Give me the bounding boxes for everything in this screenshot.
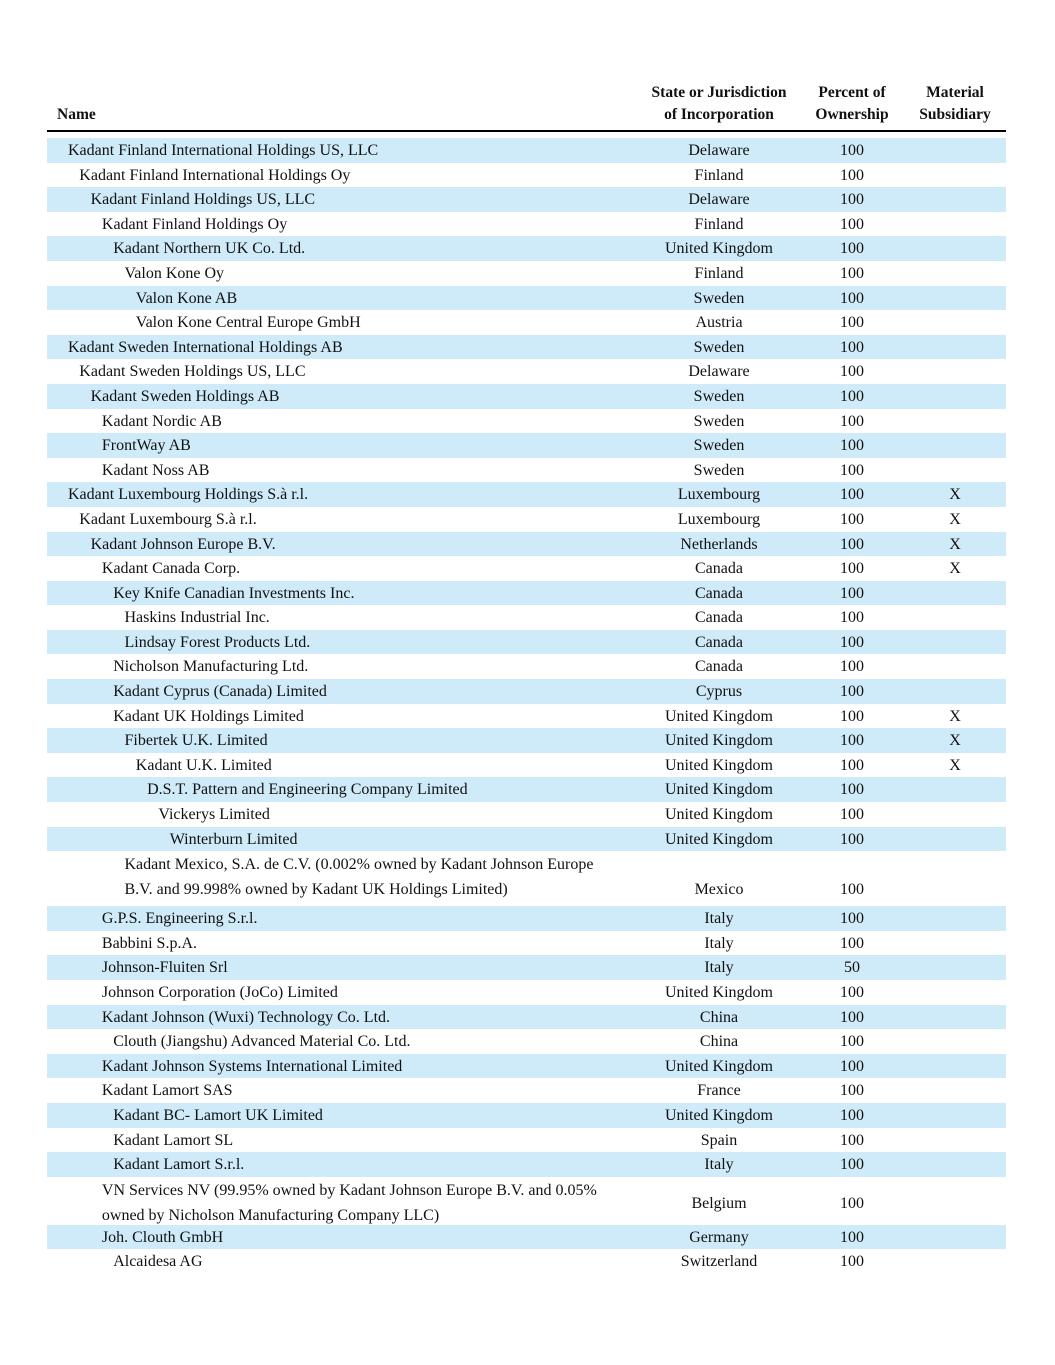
table-row [47,630,1006,655]
jurisdiction: United Kingdom [665,1106,773,1124]
jurisdiction: United Kingdom [665,984,773,1001]
table-row [47,433,1006,458]
jurisdiction: Delaware [688,191,750,209]
table-row [47,1029,1006,1054]
jurisdiction: Delaware [688,142,750,159]
ownership-percent: 100 [840,363,864,381]
table-row [47,1225,1006,1250]
entity-name: Kadant Sweden Holdings US, LLC [79,363,306,381]
entity-name: Winterburn Limited [169,830,298,848]
material-subsidiary-mark: X [949,732,961,750]
jurisdiction: Italy [704,1156,734,1174]
table-row [47,605,1006,630]
ownership-percent: 100 [840,289,864,307]
entity-name: Kadant Nordic AB [101,412,222,430]
table-row [47,728,1006,753]
material-subsidiary-mark [904,931,1006,956]
material-subsidiary-mark: X [949,510,961,528]
ownership-percent: 100 [840,560,864,578]
table-row [47,1078,1006,1103]
table-row [47,931,1006,956]
material-subsidiary-mark [904,777,1006,802]
table-row [47,1103,1006,1128]
ownership-percent: 100 [840,510,864,528]
material-subsidiary-mark [904,236,1006,261]
table-row [47,906,1006,931]
ownership-percent: 100 [840,1057,864,1075]
material-subsidiary-mark [904,654,1006,679]
material-subsidiary-mark [904,906,1006,931]
table-row [47,507,1006,532]
entity-name: Kadant Mexico, S.A. de C.V. (0.002% owned by Kadant Johnson Europe B.V. and 99.998% owned by Kadant UK Holdings Limited) [124,856,594,898]
jurisdiction: Luxembourg [677,486,761,504]
material-subsidiary-mark [904,1191,1006,1216]
entity-name: Key Knife Canadian Investments Inc. [113,584,355,602]
material-subsidiary-mark [904,605,1006,630]
jurisdiction: United Kingdom [665,781,773,799]
table-row [47,777,1006,802]
jurisdiction: Italy [704,934,734,952]
jurisdiction: United Kingdom [665,732,773,750]
jurisdiction: Belgium [691,1194,747,1212]
entity-name: Fibertek U.K. Limited [124,732,268,750]
entity-name: Kadant Sweden International Holdings AB [68,338,343,356]
ownership-percent: 100 [840,240,864,258]
material-subsidiary-mark [904,409,1006,434]
jurisdiction: Mexico [694,881,744,899]
table-row [47,187,1006,212]
entity-name: Kadant Canada Corp. [101,560,241,578]
jurisdiction: Finland [694,215,744,233]
material-subsidiary-mark [904,630,1006,655]
jurisdiction: Austria [695,314,743,332]
table-row [47,955,1006,980]
header-state: State or Jurisdiction of Incorporation [651,84,787,123]
table-row [47,163,1006,188]
ownership-percent: 100 [840,486,864,504]
jurisdiction: Germany [689,1228,749,1246]
jurisdiction: Sweden [693,289,745,307]
ownership-percent: 100 [840,264,864,282]
material-subsidiary-mark [904,877,1006,902]
ownership-percent: 100 [840,984,864,1001]
table-row [47,654,1006,679]
table-row [47,1005,1006,1030]
ownership-percent: 100 [840,881,864,899]
table-row [47,532,1006,557]
ownership-percent: 100 [840,707,864,725]
entity-name: Joh. Clouth GmbH [101,1228,224,1246]
jurisdiction: Finland [694,166,744,184]
entity-name: Kadant Luxembourg S.à r.l. [79,510,257,528]
jurisdiction: United Kingdom [665,1057,773,1075]
material-subsidiary-mark [904,955,1006,980]
jurisdiction: United Kingdom [665,806,773,824]
material-subsidiary-mark [904,384,1006,409]
table-row [47,138,1006,163]
table-row [47,212,1006,237]
entity-name: Nicholson Manufacturing Ltd. [113,658,309,676]
table-row [47,1177,1006,1225]
table-row [47,335,1006,360]
ownership-percent: 100 [840,584,864,602]
jurisdiction: Canada [695,658,743,676]
table-row [47,802,1006,827]
header-material: Material Subsidiary [919,84,991,123]
ownership-percent: 100 [840,387,864,405]
jurisdiction: Canada [695,609,743,627]
table-row [47,581,1006,606]
ownership-percent: 100 [840,609,864,627]
entity-name: Vickerys Limited [158,806,270,824]
table-row [47,236,1006,261]
table-row [47,286,1006,311]
ownership-percent: 100 [840,166,864,184]
ownership-percent: 100 [840,658,864,676]
table-row [47,458,1006,483]
ownership-percent: 100 [840,1008,864,1026]
material-subsidiary-mark [904,458,1006,483]
ownership-percent: 100 [840,1131,864,1149]
material-subsidiary-mark [904,359,1006,384]
material-subsidiary-mark [904,1225,1006,1250]
material-subsidiary-mark [904,679,1006,704]
jurisdiction: Spain [700,1131,738,1149]
material-subsidiary-mark [904,1054,1006,1079]
material-subsidiary-mark: X [949,560,961,578]
jurisdiction: Switzerland [680,1253,758,1271]
entity-name: Kadant Finland International Holdings Oy [79,166,351,184]
material-subsidiary-mark [904,980,1006,1005]
ownership-percent: 100 [840,142,864,159]
material-subsidiary-mark [904,581,1006,606]
entity-name: Kadant Johnson Europe B.V. [90,535,276,553]
ownership-percent: 100 [840,1156,864,1174]
subsidiaries-table [47,75,1006,1274]
entity-name: Johnson-Fluiten Srl [101,959,228,977]
entity-name: G.P.S. Engineering S.r.l. [101,910,258,928]
table-row [47,1249,1006,1274]
table-row [47,556,1006,581]
material-subsidiary-mark [904,827,1006,852]
jurisdiction: China [699,1008,739,1026]
entity-name: D.S.T. Pattern and Engineering Company Limited [147,781,468,799]
entity-name: Lindsay Forest Products Ltd. [124,633,311,651]
table-row [47,1152,1006,1177]
jurisdiction: United Kingdom [665,830,773,848]
entity-name: Kadant UK Holdings Limited [113,707,304,725]
jurisdiction: China [699,1033,739,1051]
ownership-percent: 100 [840,732,864,750]
table-row [47,1054,1006,1079]
ownership-percent: 100 [840,1253,864,1271]
entity-name: Valon Kone AB [135,289,238,307]
jurisdiction: Luxembourg [677,510,761,528]
ownership-percent: 100 [840,1194,864,1212]
jurisdiction: United Kingdom [665,707,773,725]
table-row [47,359,1006,384]
material-subsidiary-mark [904,1249,1006,1274]
material-subsidiary-mark [904,1078,1006,1103]
material-subsidiary-mark [904,1005,1006,1030]
material-subsidiary-mark [904,802,1006,827]
table-row [47,679,1006,704]
ownership-percent: 100 [840,934,864,952]
ownership-percent: 100 [840,412,864,430]
entity-name: Haskins Industrial Inc. [124,609,270,627]
entity-name: Kadant Johnson Systems International Limited [101,1057,403,1075]
entity-name: Kadant Sweden Holdings AB [90,387,280,405]
ownership-percent: 100 [840,830,864,848]
jurisdiction: Sweden [693,412,745,430]
jurisdiction: Canada [695,560,743,578]
jurisdiction: Cyprus [695,683,743,701]
header-percent: Percent of Ownership [815,84,889,123]
table-row [47,384,1006,409]
entity-name: Kadant Lamort S.r.l. [113,1156,245,1174]
table-row [47,827,1006,852]
entity-name: Alcaidesa AG [113,1253,203,1271]
material-subsidiary-mark [904,310,1006,335]
table-header [47,75,1006,132]
entity-name: Kadant Johnson (Wuxi) Technology Co. Ltd. [101,1008,391,1026]
ownership-percent: 100 [840,683,864,701]
ownership-percent: 50 [844,959,860,977]
jurisdiction: Delaware [688,363,750,381]
jurisdiction: Sweden [693,387,745,405]
ownership-percent: 100 [840,437,864,455]
ownership-percent: 100 [840,461,864,479]
ownership-percent: 100 [840,1228,864,1246]
jurisdiction: France [697,1082,741,1100]
entity-name: Kadant Lamort SAS [101,1082,233,1100]
material-subsidiary-mark [904,1152,1006,1177]
table-row [47,1128,1006,1153]
jurisdiction: Canada [695,633,743,651]
material-subsidiary-mark: X [949,756,961,774]
entity-name: Kadant Finland Holdings Oy [101,215,288,233]
ownership-percent: 100 [840,1033,864,1051]
table-row [47,704,1006,729]
table-row [47,753,1006,778]
ownership-percent: 100 [840,910,864,928]
table-row [47,409,1006,434]
ownership-percent: 100 [840,1082,864,1100]
material-subsidiary-mark [904,1103,1006,1128]
material-subsidiary-mark [904,187,1006,212]
entity-name: VN Services NV (99.95% owned by Kadant Johnson Europe B.V. and 0.05% owned by Nicholson Manufacturing Company LLC) [101,1181,597,1224]
entity-name: FrontWay AB [101,437,191,455]
entity-name: Johnson Corporation (JoCo) Limited [101,984,338,1001]
jurisdiction: Italy [704,959,734,977]
material-subsidiary-mark [904,1128,1006,1153]
jurisdiction: United Kingdom [665,240,773,258]
entity-name: Kadant Noss AB [101,461,210,479]
entity-name: Valon Kone Oy [124,264,225,282]
table-row [47,310,1006,335]
jurisdiction: Sweden [693,437,745,455]
material-subsidiary-mark [904,433,1006,458]
ownership-percent: 100 [840,191,864,209]
jurisdiction: Sweden [693,338,745,356]
table-row [47,851,1006,906]
jurisdiction: Canada [695,584,743,602]
entity-name: Kadant Luxembourg Holdings S.à r.l. [68,486,309,504]
material-subsidiary-mark [904,212,1006,237]
entity-name: Kadant Cyprus (Canada) Limited [113,683,327,701]
jurisdiction: Italy [704,910,734,928]
material-subsidiary-mark: X [949,486,961,504]
jurisdiction: United Kingdom [665,756,773,774]
ownership-percent: 100 [840,756,864,774]
material-subsidiary-mark: X [949,535,961,553]
jurisdiction: Netherlands [680,535,758,553]
entity-name: Kadant U.K. Limited [135,756,272,774]
table-body [47,138,1006,1274]
entity-name: Babbini S.p.A. [101,934,198,952]
ownership-percent: 100 [840,633,864,651]
material-subsidiary-mark [904,261,1006,286]
material-subsidiary-mark [904,335,1006,360]
table-row [47,980,1006,1005]
material-subsidiary-mark [904,286,1006,311]
entity-name: Kadant Finland Holdings US, LLC [90,191,316,209]
entity-name: Clouth (Jiangshu) Advanced Material Co. Ltd. [113,1033,411,1051]
entity-name: Valon Kone Central Europe GmbH [135,314,361,332]
ownership-percent: 100 [840,215,864,233]
ownership-percent: 100 [840,535,864,553]
material-subsidiary-mark [904,163,1006,188]
ownership-percent: 100 [840,806,864,824]
ownership-percent: 100 [840,338,864,356]
material-subsidiary-mark: X [949,707,961,725]
header-name: Name [57,106,96,123]
table-row [47,261,1006,286]
entity-name: Kadant BC- Lamort UK Limited [113,1106,323,1124]
material-subsidiary-mark [904,138,1006,163]
ownership-percent: 100 [840,781,864,799]
jurisdiction: Sweden [693,461,745,479]
table-row [47,482,1006,507]
entity-name: Kadant Lamort SL [113,1131,234,1149]
ownership-percent: 100 [840,314,864,332]
entity-name: Kadant Northern UK Co. Ltd. [113,240,306,258]
entity-name: Kadant Finland International Holdings US, LLC [68,142,379,159]
ownership-percent: 100 [840,1106,864,1124]
material-subsidiary-mark [904,1029,1006,1054]
jurisdiction: Finland [694,264,744,282]
